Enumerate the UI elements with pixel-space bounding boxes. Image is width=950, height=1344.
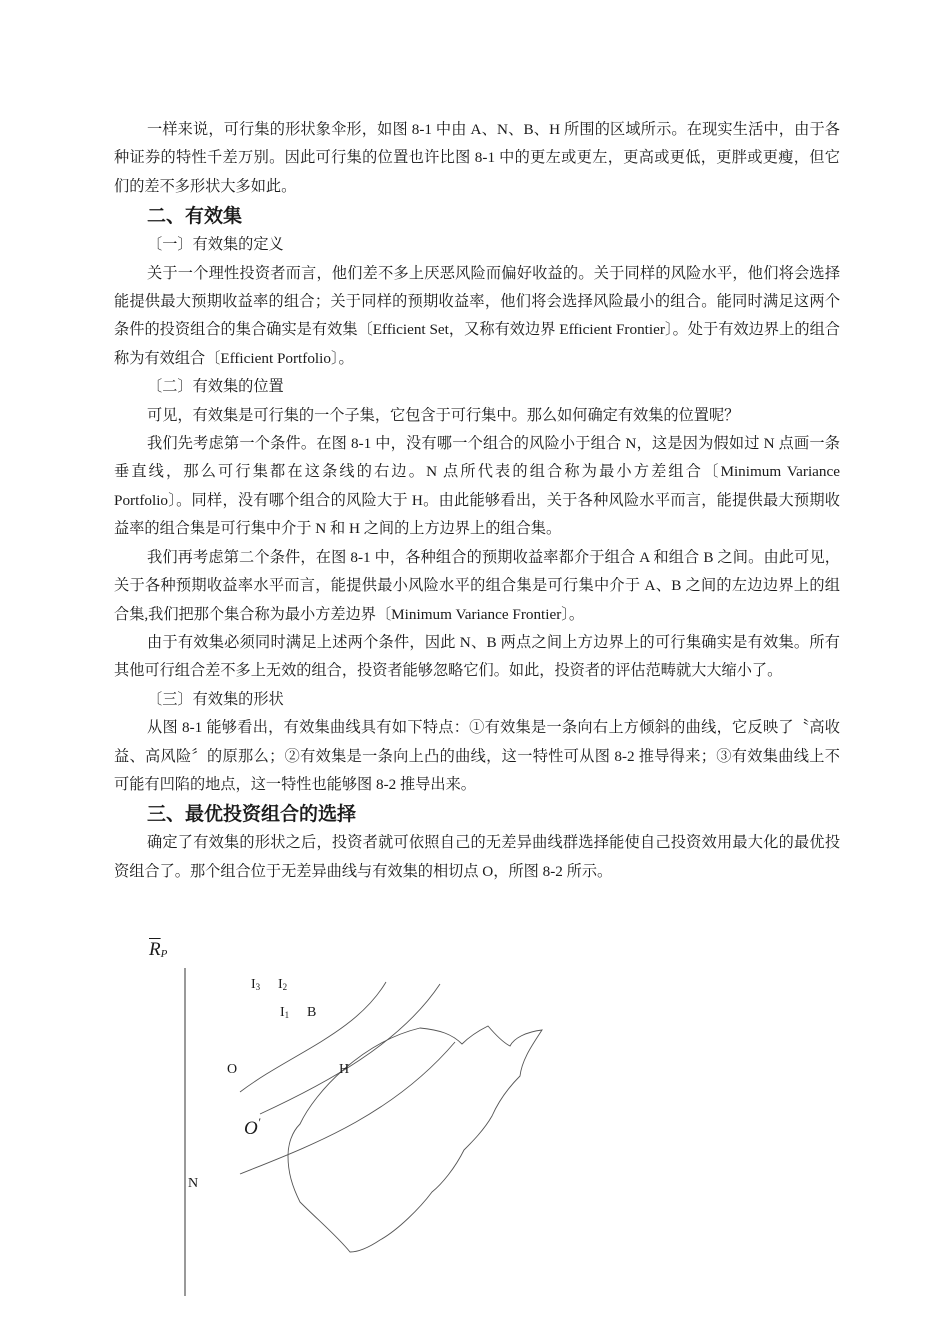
paragraph-feasible-set-shape: 一样来说，可行集的形状象伞形，如图 8-1 中由 A、N、B、H 所围的区域所示。在现实生活中，由于各种证券的特性千差万别。因此可行集的位置也许比图 8-1 中的更左或更左，更高或更低，更胖或更瘦，但它们的差不多形状大多如此。 <box>114 121 840 195</box>
paragraph-optimal-selection: 确定了有效集的形状之后，投资者就可依照自己的无差异曲线群选择能使自己投资效用最大化的最优投资组合了。那个组合位于无差异曲线与有效集的相切点 O，所图 8-2 所示。 <box>114 834 840 880</box>
paragraph-definition: 关于一个理性投资者而言，他们差不多上厌恶风险而偏好收益的。关于同样的风险水平，他们将会选择能提供最大预期收益率的组合；关于同样的预期收益率，他们将会选择风险最小的组合。能同时满足这两个条件的投资组合的集合确实是有效集〔Efficient Set，又称有效边界 Efficient Frontier〕。处于有效边界上的组合称为有效组合〔Efficient Portfolio〕。 <box>114 264 840 367</box>
figure-8-2 <box>140 934 560 1304</box>
figure-drawing <box>140 934 560 1304</box>
label-i1: $I_1$ <box>280 1005 290 1020</box>
heading-efficient-set: 二、有效集 <box>147 205 243 228</box>
paragraph-first-condition: 我们先考虑第一个条件。在图 8-1 中，没有哪一个组合的风险小于组合 N，这是因为假如过 N 点画一条垂直线，那么可行集都在这条线的右边。N 点所代表的组合称为最小方差组合〔Minimum Variance Portfolio〕。同样，没有哪个组合的风险大于 H。由此能够看出，关于各种风险水平而言，能提供最大预期收益率的组合集是可行集中介于 N 和 H 之间的上方边界上的组合集。 <box>114 435 840 538</box>
label-i2: $I_2$ <box>278 977 288 992</box>
subheading-position: 〔二〕有效集的位置 <box>147 378 284 396</box>
heading-optimal-portfolio: 三、最优投资组合的选择 <box>147 803 357 826</box>
label-o: O <box>227 1062 238 1077</box>
label-h: H <box>339 1062 350 1077</box>
label-n: N <box>188 1176 199 1191</box>
indifference-curve-i2 <box>260 984 440 1114</box>
subheading-definition: 〔一〕有效集的定义 <box>147 236 284 254</box>
label-i3: $I_3$ <box>251 977 261 992</box>
y-axis-label <box>149 939 168 962</box>
label-o-prime: O′ <box>244 1115 261 1139</box>
label-b: B <box>307 1005 317 1020</box>
y-axis-label-symbol: $\overline{R}$ <box>149 939 161 960</box>
document-body <box>114 116 840 886</box>
subheading-shape: 〔三〕有效集的形状 <box>147 690 284 708</box>
paragraph-shape-features: 从图 8-1 能够看出，有效集曲线具有如下特点：①有效集是一条向右上方倾斜的曲线，它反映了〝高收益、高风险〞的原那么；②有效集是一条向上凸的曲线，这一特性可从图 8-2 推导得来；③有效集曲线上不可能有凹陷的地点，这一特性也能够图 8-2 推导出来。 <box>114 719 840 793</box>
paragraph-both-conditions: 由于有效集必须同时满足上述两个条件，因此 N、B 两点之间上方边界上的可行集确实是有效集。所有其他可行组合差不多上无效的组合，投资者能够忽略它们。如此，投资者的评估范畴就大大缩小了。 <box>114 633 840 680</box>
y-axis-label-subscript: P <box>160 948 168 960</box>
feasible-set-boundary <box>288 1026 542 1252</box>
paragraph-second-condition: 我们再考虑第二个条件，在图 8-1 中，各种组合的预期收益率都介于组合 A 和组合 B 之间。由此可见，关于各种预期收益率水平而言，能提供最小风险水平的组合集是可行集中介于 A、B 之间的左边边界上的组合集,我们把那个集合称为最小方差边界〔Minimum Variance Frontier〕。 <box>114 548 840 623</box>
indifference-curve-i3 <box>240 982 386 1092</box>
paragraph-position-intro: 可见，有效集是可行集的一个子集，它包含于可行集中。那么如何确定有效集的位置呢？ <box>147 406 740 424</box>
